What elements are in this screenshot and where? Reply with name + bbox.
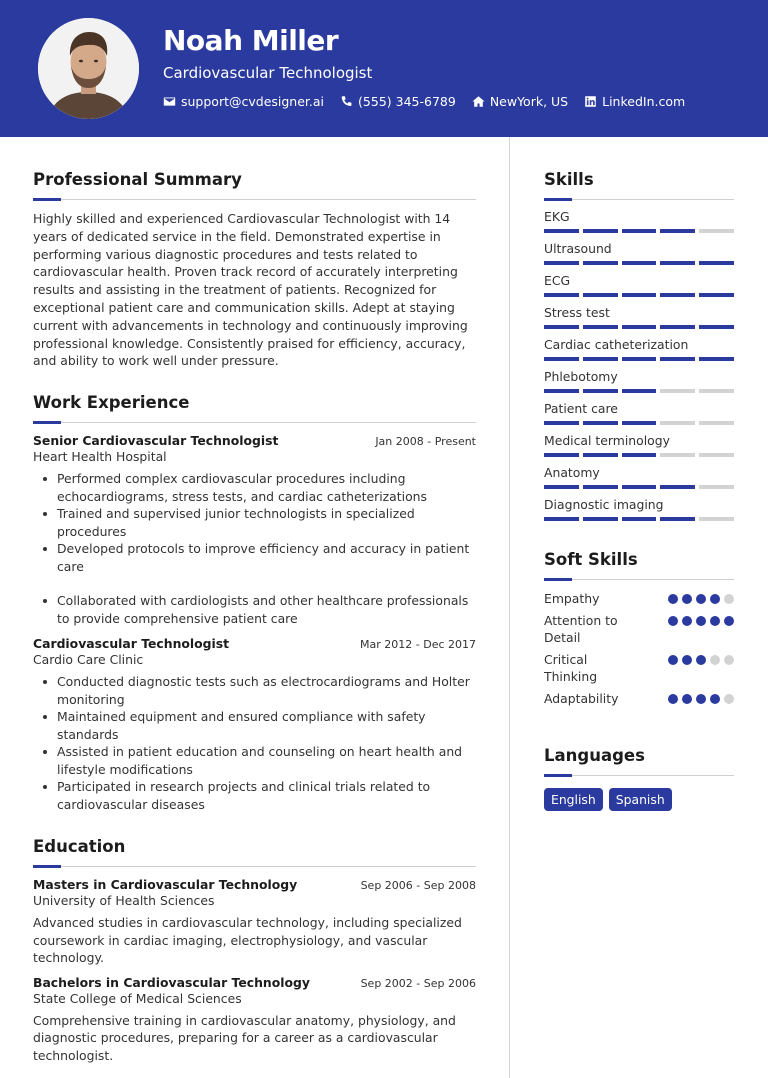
skill-level-segment <box>660 261 695 265</box>
job-employer: Cardio Care Clinic <box>33 652 144 668</box>
job-title: Cardiovascular Technologist <box>33 636 230 652</box>
job-title: Senior Cardiovascular Technologist <box>33 433 279 449</box>
list-item: Collaborated with cardiologists and other healthcare professionals to provide comprehensive patient care <box>33 592 476 627</box>
sidebar-column <box>544 170 734 811</box>
skill-level-segment <box>660 517 695 521</box>
skill-name: Ultrasound <box>544 241 612 256</box>
section-heading: Soft Skills <box>544 550 638 569</box>
skill-level-segment <box>544 229 579 233</box>
soft-skill-rating <box>668 616 734 626</box>
skill-name: Medical terminology <box>544 433 670 448</box>
skill-item <box>544 496 734 521</box>
skill-level-segment <box>583 485 618 489</box>
rating-dot <box>710 655 720 665</box>
skill-level-segment <box>622 229 657 233</box>
skill-level-segment <box>583 229 618 233</box>
rating-dot <box>696 694 706 704</box>
skill-level-segment <box>544 421 579 425</box>
skill-level-segment <box>699 357 734 361</box>
skill-level-segment <box>699 517 734 521</box>
skill-level-segment <box>544 357 579 361</box>
section-heading: Languages <box>544 746 645 765</box>
section-rule <box>33 865 476 867</box>
job-bullets <box>33 470 476 627</box>
skill-name: Anatomy <box>544 465 600 480</box>
resume-header <box>0 0 768 137</box>
degree-dates: Sep 2006 - Sep 2008 <box>360 879 476 893</box>
skill-level-segment <box>660 485 695 489</box>
skill-name: EKG <box>544 209 570 224</box>
skill-level-segment <box>622 293 657 297</box>
skill-level-segment <box>544 325 579 329</box>
languages-section <box>544 746 734 811</box>
skill-item <box>544 208 734 233</box>
job-dates: Jan 2008 - Present <box>375 435 476 449</box>
skill-level-segment <box>622 389 657 393</box>
rating-dot <box>668 694 678 704</box>
skill-name: Phlebotomy <box>544 369 618 384</box>
envelope-icon <box>163 95 176 108</box>
candidate-name: Noah Miller <box>163 24 339 57</box>
skill-level-segment <box>583 389 618 393</box>
rating-dot <box>668 594 678 604</box>
skill-level-bar <box>544 421 734 425</box>
skill-item <box>544 272 734 297</box>
soft-skill-item <box>544 590 734 607</box>
skill-level-segment <box>583 261 618 265</box>
skill-level-segment <box>660 453 695 457</box>
school-name: State College of Medical Sciences <box>33 990 242 1006</box>
skill-level-segment <box>583 517 618 521</box>
skill-level-segment <box>544 293 579 297</box>
skill-name: Stress test <box>544 305 610 320</box>
skill-level-segment <box>622 421 657 425</box>
main-column <box>33 170 476 1064</box>
skill-level-bar <box>544 325 734 329</box>
rating-dot <box>682 694 692 704</box>
skill-level-segment <box>660 357 695 361</box>
job-bullets <box>33 673 476 813</box>
skill-level-segment <box>699 389 734 393</box>
education-entry <box>33 975 476 1065</box>
degree-dates: Sep 2002 - Sep 2006 <box>360 976 476 990</box>
skill-item <box>544 464 734 489</box>
skill-item <box>544 432 734 457</box>
section-rule <box>544 578 734 580</box>
skill-item <box>544 336 734 361</box>
section-rule <box>33 198 476 200</box>
skill-item <box>544 304 734 329</box>
skill-level-segment <box>622 261 657 265</box>
rating-dot <box>724 594 734 604</box>
candidate-title: Cardiovascular Technologist <box>163 64 373 82</box>
soft-skills-section <box>544 550 734 707</box>
soft-skill-item <box>544 651 734 685</box>
contact-linkedin[interactable] <box>584 94 685 109</box>
contact-location-text: NewYork, US <box>489 94 569 109</box>
rating-dot <box>696 655 706 665</box>
contact-phone-text: (555) 345-6789 <box>358 94 456 109</box>
skill-name: Cardiac catheterization <box>544 337 689 352</box>
contact-email[interactable] <box>163 94 324 109</box>
soft-skill-rating <box>668 594 734 604</box>
soft-skill-name: Attention to Detail <box>544 613 618 645</box>
skill-name: Patient care <box>544 401 618 416</box>
skill-level-segment <box>699 261 734 265</box>
skill-level-segment <box>660 229 695 233</box>
soft-skill-item <box>544 690 734 707</box>
skill-name: Diagnostic imaging <box>544 497 664 512</box>
skill-level-segment <box>544 261 579 265</box>
rating-dot <box>724 616 734 626</box>
soft-skill-name: Adaptability <box>544 691 619 706</box>
skill-level-bar <box>544 485 734 489</box>
contact-email-text: support@cvdesigner.ai <box>181 94 325 109</box>
list-item: Assisted in patient education and counseling on heart health and lifestyle modifications <box>33 743 476 778</box>
section-heading: Skills <box>544 170 594 189</box>
skill-level-segment <box>699 485 734 489</box>
skill-level-bar <box>544 261 734 265</box>
skill-item <box>544 400 734 425</box>
summary-section <box>33 170 476 370</box>
profile-photo <box>38 18 139 119</box>
skill-level-segment <box>583 453 618 457</box>
contact-linkedin-text: LinkedIn.com <box>602 94 686 109</box>
skill-level-segment <box>622 453 657 457</box>
education-entry <box>33 877 476 967</box>
degree-description: Advanced studies in cardiovascular technology, including specialized coursework in cardiac imaging, electrophysiology, and vascular technology. <box>33 915 462 966</box>
column-divider <box>509 137 510 1078</box>
rating-dot <box>724 694 734 704</box>
school-name: University of Health Sciences <box>33 893 215 909</box>
skill-level-segment <box>699 229 734 233</box>
list-item: Conducted diagnostic tests such as electrocardiograms and Holter monitoring <box>33 673 476 708</box>
soft-skill-rating <box>668 655 734 665</box>
skill-level-segment <box>622 357 657 361</box>
list-item: Trained and supervised junior technologists in specialized procedures <box>33 505 476 540</box>
rating-dot <box>696 616 706 626</box>
section-heading: Work Experience <box>33 393 190 413</box>
soft-skill-rating <box>668 694 734 704</box>
skill-level-segment <box>660 293 695 297</box>
skill-level-segment <box>583 421 618 425</box>
phone-icon <box>340 95 353 108</box>
skill-level-segment <box>660 421 695 425</box>
skill-level-segment <box>622 325 657 329</box>
experience-section <box>33 393 476 813</box>
soft-skill-name: Critical Thinking <box>544 652 598 684</box>
skill-level-bar <box>544 389 734 393</box>
skill-level-segment <box>699 325 734 329</box>
skill-name: ECG <box>544 273 571 288</box>
job-dates: Mar 2012 - Dec 2017 <box>360 638 476 652</box>
skill-level-segment <box>544 389 579 393</box>
skill-level-segment <box>583 293 618 297</box>
skill-level-segment <box>699 293 734 297</box>
languages-list <box>544 788 734 811</box>
skill-level-segment <box>544 453 579 457</box>
job-employer: Heart Health Hospital <box>33 449 167 465</box>
skill-level-bar <box>544 453 734 457</box>
job-entry <box>33 433 476 627</box>
list-item: Participated in research projects and clinical trials related to cardiovascular diseases <box>33 778 476 813</box>
section-rule <box>544 774 734 776</box>
contact-info <box>163 94 685 109</box>
rating-dot <box>668 655 678 665</box>
skills-section <box>544 170 734 521</box>
skill-level-segment <box>660 389 695 393</box>
skill-level-segment <box>622 485 657 489</box>
skill-level-segment <box>699 421 734 425</box>
skill-level-segment <box>544 517 579 521</box>
skill-level-segment <box>583 325 618 329</box>
section-heading: Education <box>33 837 126 857</box>
soft-skill-name: Empathy <box>544 591 600 606</box>
skill-level-bar <box>544 229 734 233</box>
degree-title: Bachelors in Cardiovascular Technology <box>33 974 310 990</box>
skill-level-segment <box>699 453 734 457</box>
rating-dot <box>668 616 678 626</box>
skill-level-segment <box>583 357 618 361</box>
home-icon <box>472 95 485 108</box>
rating-dot <box>710 594 720 604</box>
summary-text: Highly skilled and experienced Cardiovascular Technologist with 14 years of dedicated service in the field. Demonstrated expertise in performing various diagnostic procedures and tests related to cardiovascular health. Proven track record of accurately interpreting results and assisting in the treatment of patients. Recognized for exceptional patient care and communication skills. Adept at staying current with advancements in technology and continuously improving professional knowledge. Consistently praised for efficiency, accuracy, and ability to work well under pressure. <box>33 211 468 369</box>
rating-dot <box>682 655 692 665</box>
language-badge: English <box>544 788 603 811</box>
list-item: Maintained equipment and ensured compliance with safety standards <box>33 708 476 743</box>
rating-dot <box>724 655 734 665</box>
rating-dot <box>696 594 706 604</box>
avatar <box>38 18 139 119</box>
soft-skills-list <box>544 590 734 707</box>
section-rule <box>544 198 734 200</box>
list-item: Developed protocols to improve efficiency and accuracy in patient care <box>33 540 476 575</box>
rating-dot <box>682 616 692 626</box>
section-rule <box>33 421 476 423</box>
linkedin-icon <box>584 95 597 108</box>
skill-level-bar <box>544 293 734 297</box>
degree-description: Comprehensive training in cardiovascular anatomy, physiology, and diagnostic procedures, preparing for a career as a cardiovascular technologist. <box>33 1012 456 1063</box>
job-entry <box>33 636 476 813</box>
education-section <box>33 837 476 1064</box>
list-item: Performed complex cardiovascular procedures including echocardiograms, stress tests, and cardiac catheterizations <box>33 470 476 505</box>
section-heading: Professional Summary <box>33 170 242 189</box>
skill-level-segment <box>622 517 657 521</box>
skills-list <box>544 208 734 521</box>
skill-level-segment <box>660 325 695 329</box>
degree-title: Masters in Cardiovascular Technology <box>33 877 298 893</box>
rating-dot <box>710 694 720 704</box>
skill-item <box>544 368 734 393</box>
soft-skill-item <box>544 612 734 646</box>
skill-item <box>544 240 734 265</box>
rating-dot <box>682 594 692 604</box>
skill-level-segment <box>544 485 579 489</box>
contact-location <box>472 94 568 109</box>
rating-dot <box>710 616 720 626</box>
contact-phone[interactable] <box>340 94 456 109</box>
language-badge: Spanish <box>609 788 672 811</box>
skill-level-bar <box>544 517 734 521</box>
skill-level-bar <box>544 357 734 361</box>
